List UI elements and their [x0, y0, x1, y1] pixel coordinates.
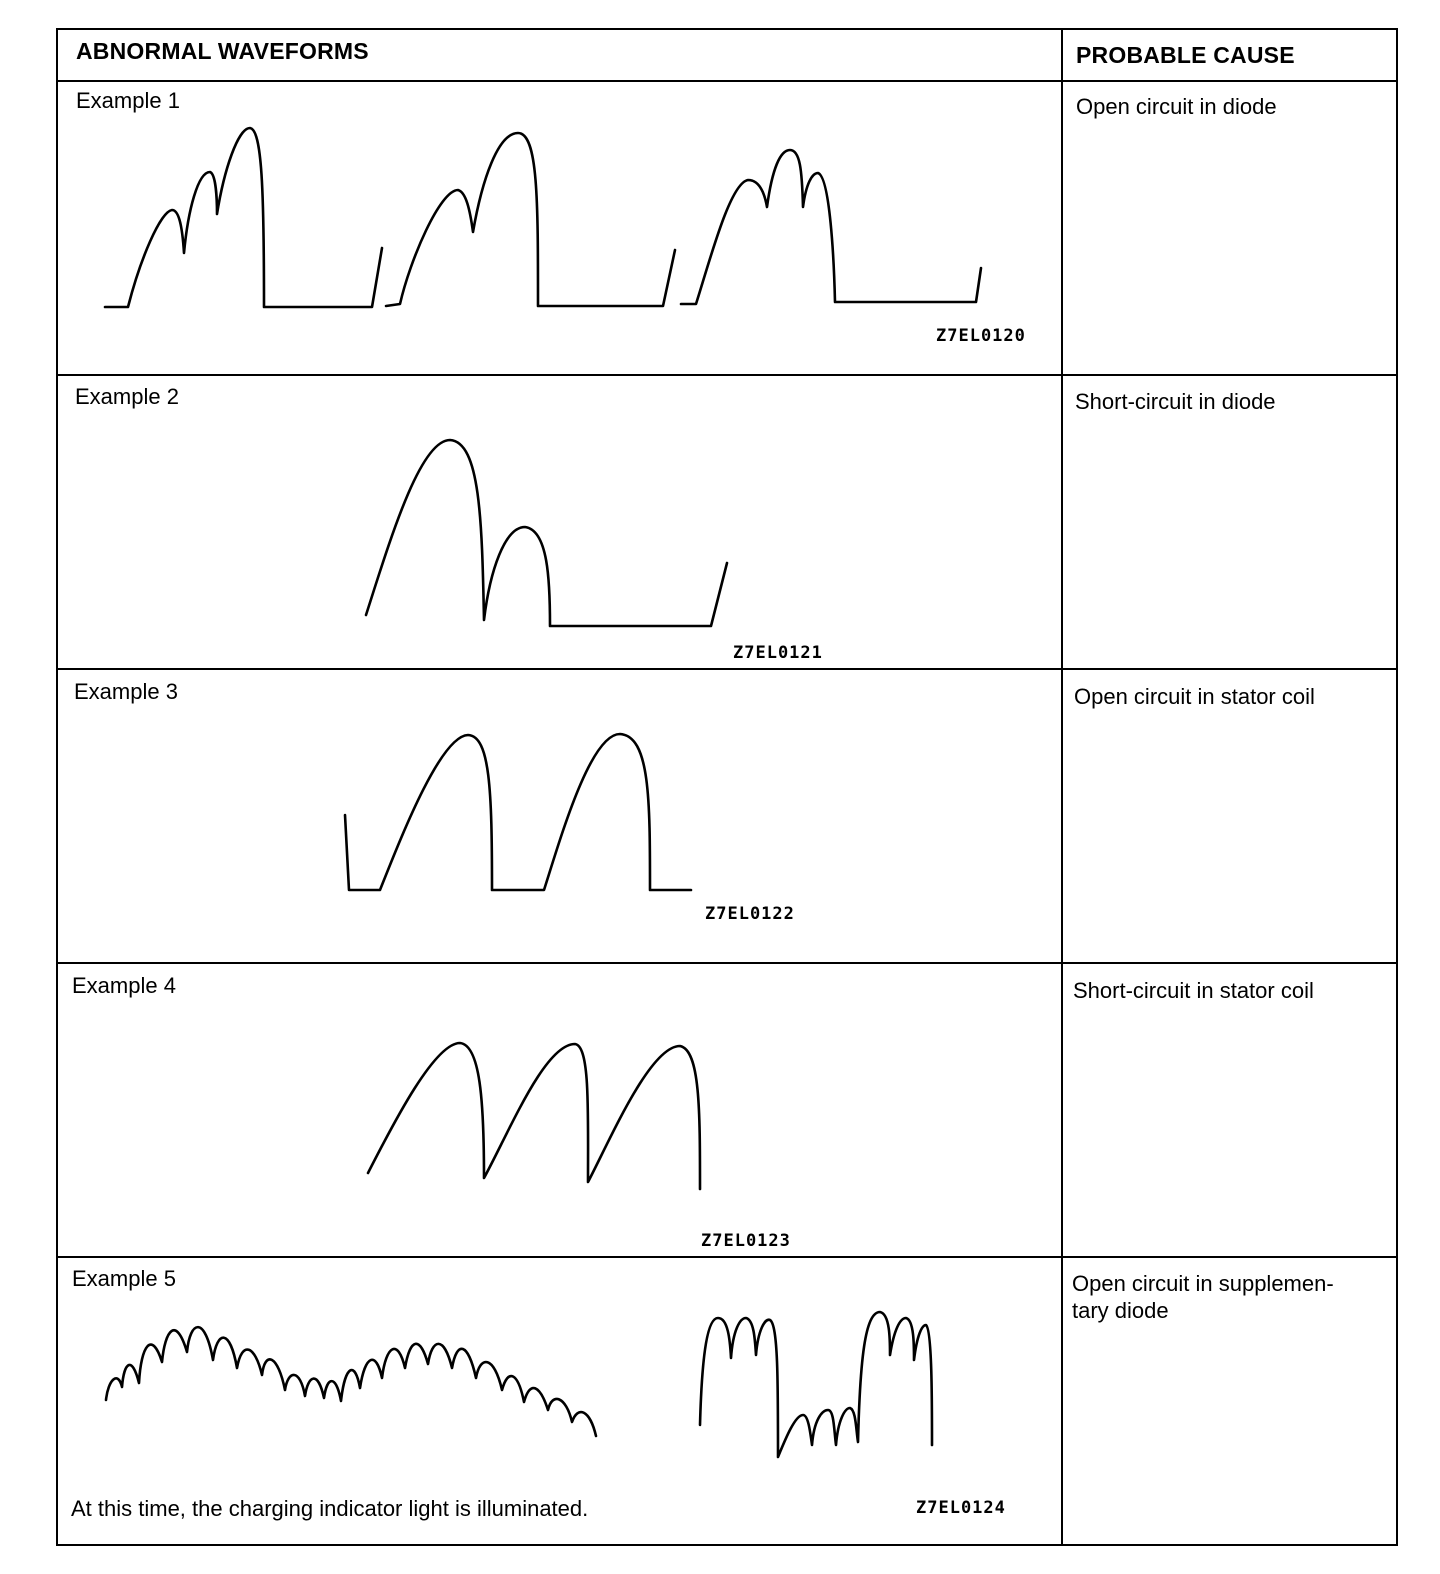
waveform-example-4 — [368, 1043, 700, 1189]
figure-code-3: Z7EL0122 — [705, 904, 795, 924]
waveform-example-3 — [345, 734, 691, 890]
waveform-example-5-right — [700, 1312, 932, 1457]
example-3-label: Example 3 — [74, 679, 178, 704]
waveform-example-2 — [366, 440, 727, 626]
example-2-label: Example 2 — [75, 384, 179, 409]
header-abnormal-waveforms: ABNORMAL WAVEFORMS — [76, 38, 369, 64]
waveform-example-5-ripple — [106, 1327, 596, 1436]
charging-indicator-note: At this time, the charging indicator light is illuminated. — [71, 1496, 589, 1521]
example-1-label: Example 1 — [76, 88, 180, 113]
cause-3: Open circuit in stator coil — [1074, 684, 1315, 709]
cause-4: Short-circuit in stator coil — [1073, 978, 1314, 1003]
cause-5: Open circuit in supplemen- tary diode — [1072, 1271, 1334, 1323]
example-5-label: Example 5 — [72, 1266, 176, 1291]
cause-2: Short-circuit in diode — [1075, 389, 1276, 414]
figure-code-1: Z7EL0120 — [936, 326, 1026, 346]
waveform-example-1 — [105, 128, 981, 307]
figure-code-4: Z7EL0123 — [701, 1231, 791, 1251]
example-4-label: Example 4 — [72, 973, 176, 998]
header-probable-cause: PROBABLE CAUSE — [1076, 42, 1295, 68]
cause-1: Open circuit in diode — [1076, 94, 1277, 119]
figure-code-2: Z7EL0121 — [733, 643, 823, 663]
figure-code-5: Z7EL0124 — [916, 1498, 1006, 1518]
